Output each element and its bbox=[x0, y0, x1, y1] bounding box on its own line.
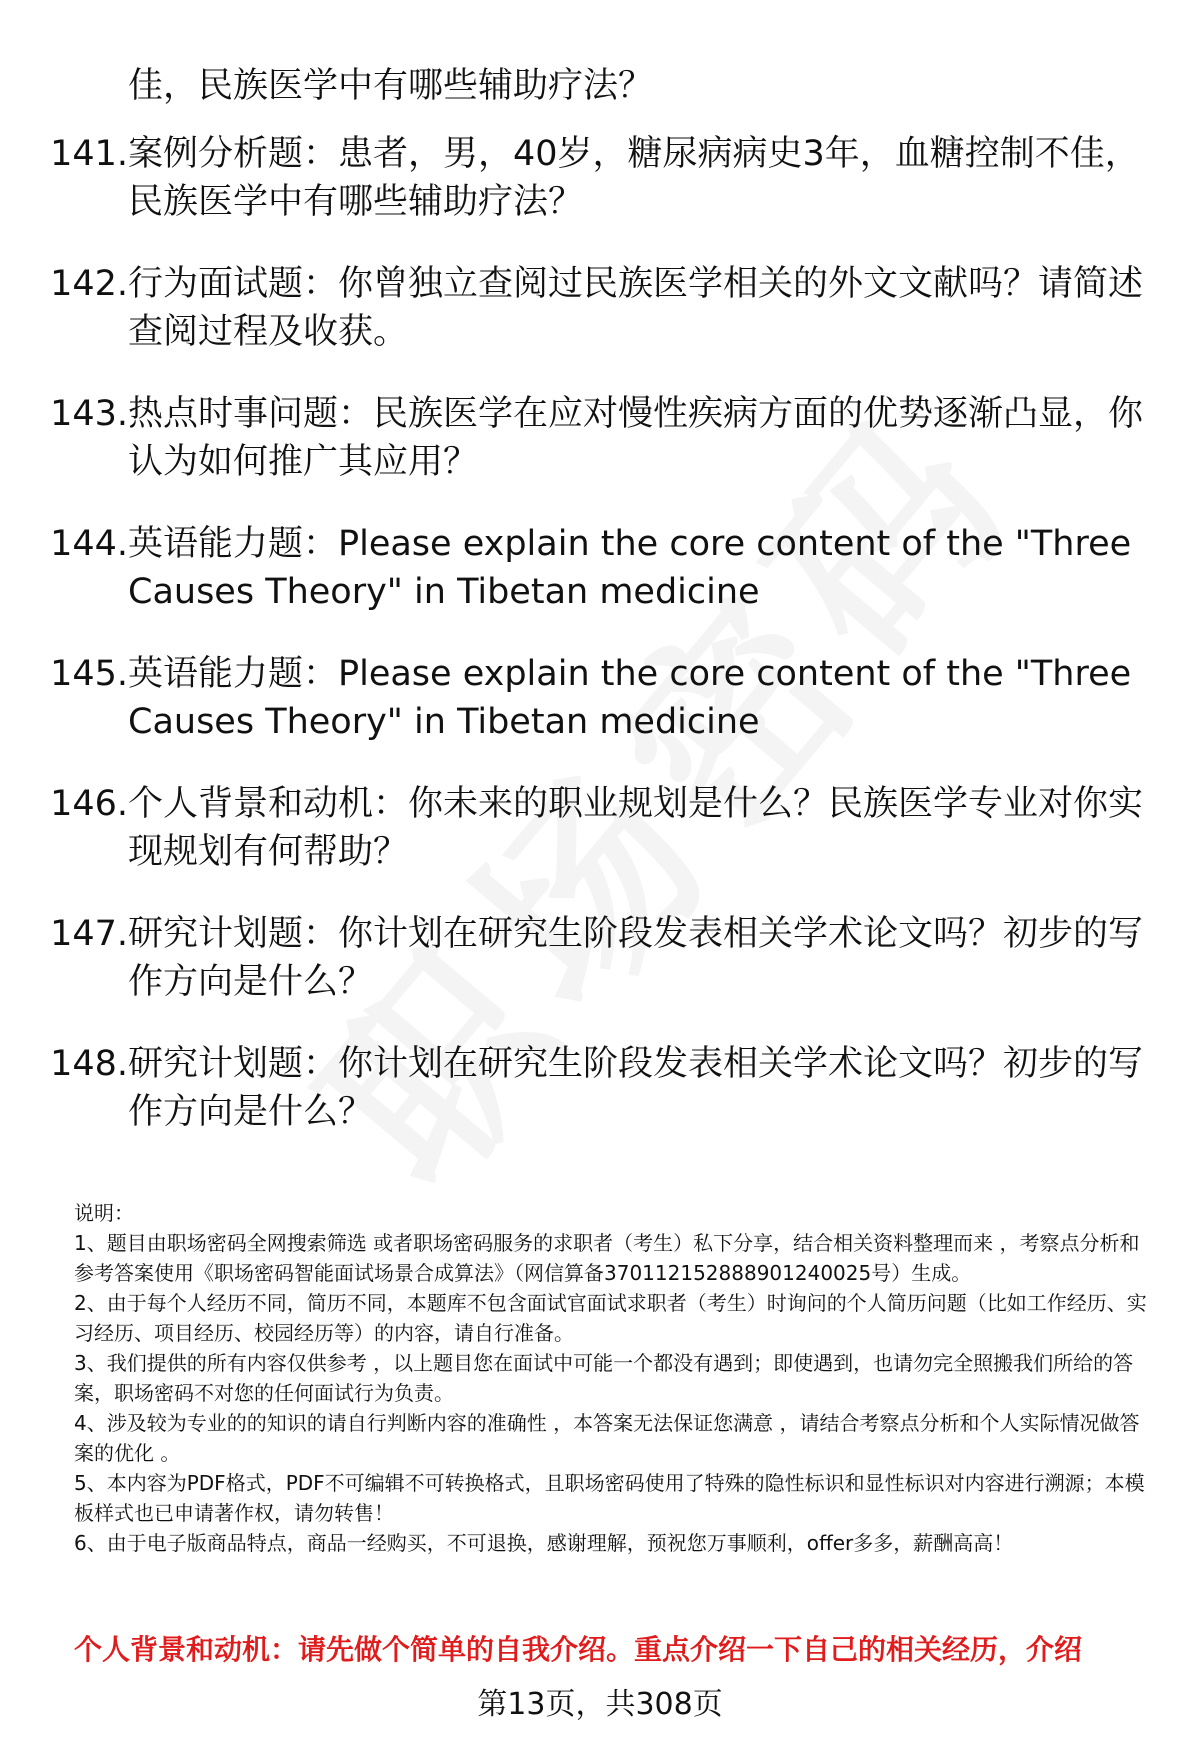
question-number: 142. bbox=[50, 264, 128, 304]
page-number: 第13页，共308页 bbox=[477, 1687, 723, 1722]
question-text: 热点时事问题：民族医学在应对慢性疾病方面的优势逐渐凸显，你认为如何推广其应用？ bbox=[128, 394, 1144, 482]
question-number: 145. bbox=[50, 654, 128, 694]
notes-section bbox=[74, 1198, 1154, 1558]
question-list bbox=[0, 130, 1200, 1170]
question-item bbox=[0, 520, 1200, 616]
question-text: 案例分析题：患者，男，40岁，糖尿病病史3年，血糖控制不佳，民族医学中有哪些辅助疗法？ bbox=[128, 134, 1140, 222]
question-number: 146. bbox=[50, 784, 128, 824]
next-question-preview: 个人背景和动机：请先做个简单的自我介绍。重点介绍一下自己的相关经历，介绍 bbox=[74, 1633, 1083, 1666]
note-item: 6、由于电子版商品特点，商品一经购买，不可退换，感谢理解，预祝您万事顺利，offer多多，薪酬高高！ bbox=[74, 1531, 1014, 1555]
question-text: 行为面试题：你曾独立查阅过民族医学相关的外文文献吗？请简述查阅过程及收获。 bbox=[128, 264, 1144, 352]
question-item bbox=[0, 1040, 1200, 1136]
note-item: 2、由于每个人经历不同，简历不同，本题库不包含面试官面试求职者（考生）时询问的个人简历问题（比如工作经历、实习经历、项目经历、校园经历等）的内容，请自行准备。 bbox=[74, 1291, 1147, 1345]
question-item bbox=[0, 390, 1200, 486]
question-continuation: 佳，民族医学中有哪些辅助疗法？ bbox=[128, 66, 654, 106]
note-item: 5、本内容为PDF格式，PDF不可编辑不可转换格式，且职场密码使用了特殊的隐性标识和显性标识对内容进行溯源；本模板样式也已申请著作权，请勿转售！ bbox=[74, 1471, 1145, 1525]
question-item bbox=[0, 910, 1200, 1006]
question-number: 147. bbox=[50, 914, 128, 954]
question-number: 148. bbox=[50, 1044, 128, 1084]
question-text: 研究计划题：你计划在研究生阶段发表相关学术论文吗？初步的写作方向是什么？ bbox=[128, 914, 1144, 1002]
question-item bbox=[0, 780, 1200, 876]
question-number: 144. bbox=[50, 524, 128, 564]
note-item: 4、涉及较为专业的的知识的请自行判断内容的准确性 ，本答案无法保证您满意 ，请结合考察点分析和个人实际情况做答案的优化 。 bbox=[74, 1411, 1140, 1465]
notes-heading: 说明： bbox=[74, 1201, 134, 1225]
question-item bbox=[0, 130, 1200, 226]
question-text: 英语能力题：Please explain the core content of the "Three Causes Theory" in Tibetan medicine bbox=[128, 524, 1132, 612]
note-item: 3、我们提供的所有内容仅供参考 ，以上题目您在面试中可能一个都没有遇到；即使遇到，也请勿完全照搬我们所给的答案，职场密码不对您的任何面试行为负责。 bbox=[74, 1351, 1134, 1405]
note-item: 1、题目由职场密码全网搜索筛选 或者职场密码服务的求职者（考生）私下分享，结合相关资料整理而来 ，考察点分析和参考答案使用《职场密码智能面试场景合成算法》（网信算备370112152888901240025号）生成。 bbox=[74, 1231, 1140, 1285]
question-text: 研究计划题：你计划在研究生阶段发表相关学术论文吗？初步的写作方向是什么？ bbox=[128, 1044, 1144, 1132]
question-item bbox=[0, 650, 1200, 746]
question-item bbox=[0, 260, 1200, 356]
question-text: 英语能力题：Please explain the core content of the "Three Causes Theory" in Tibetan medicine bbox=[128, 654, 1132, 742]
question-number: 141. bbox=[50, 134, 128, 174]
question-text: 个人背景和动机：你未来的职业规划是什么？民族医学专业对你实现规划有何帮助？ bbox=[128, 784, 1144, 872]
question-number: 143. bbox=[50, 394, 128, 434]
